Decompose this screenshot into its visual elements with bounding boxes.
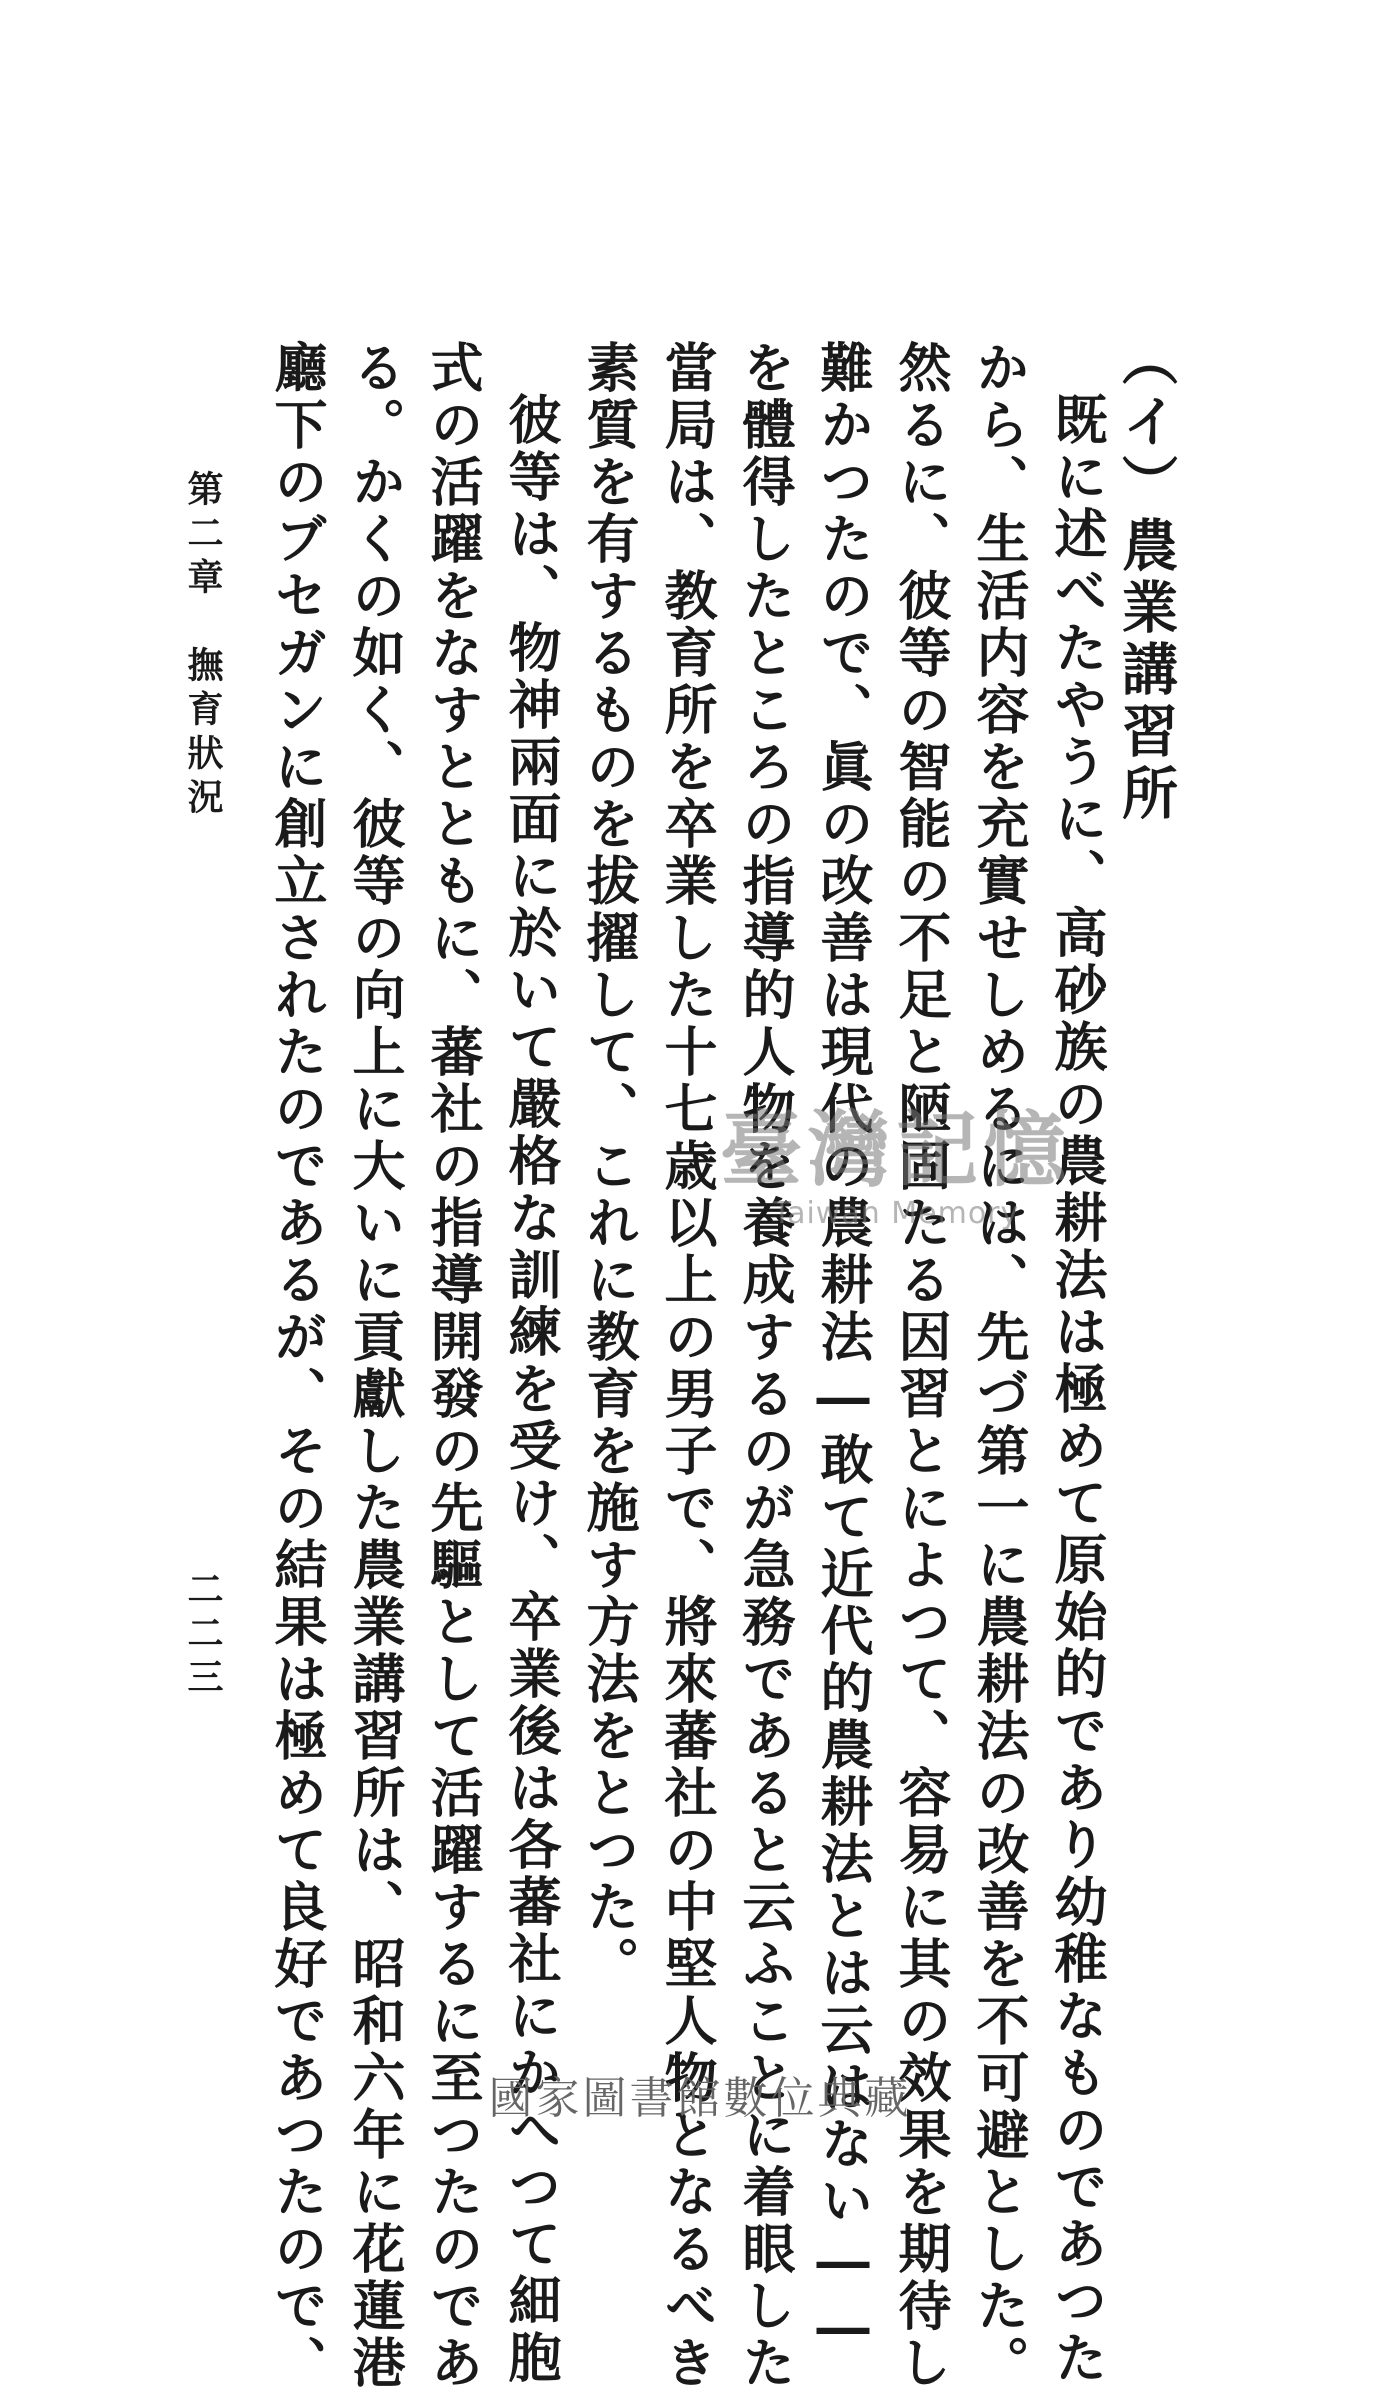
text-column-10: る。かくの如く、彼等の向上に大いに貢獻した農業講習所は、昭和六年に花蓮港 [344, 340, 406, 2392]
text-column-9: 式の活躍をなすとともに、蕃社の指導開發の先驅として活躍するに至つたのであ [422, 340, 484, 2392]
text-column-3: 然るに、彼等の智能の不足と陋固たる因習とによつて、容易に其の效果を期待し [890, 340, 952, 2392]
text-column-11: 廳下のブセガンに創立されたのであるが、その結果は極めて良好であつたので、 [266, 340, 328, 2392]
text-column-2: から、生活内容を充實せしめるには、先づ第一に農耕法の改善を不可避とした。 [968, 340, 1030, 2392]
section-heading: （イ）農業講習所 [1113, 330, 1179, 826]
watermark-sub-text: Taiwan Memory [772, 1196, 1020, 1231]
library-collection-mark: 國家圖書館數位典藏 [488, 2073, 912, 2124]
text-column-8: 彼等は、物神兩面に於いて嚴格な訓練を受け、卒業後は各蕃社にかへつて細胞 [500, 392, 562, 2387]
text-column-6: 當局は、教育所を卒業した十七歳以上の男子で、將來蕃社の中堅人物となるべき [656, 340, 718, 2392]
text-column-7: 素質を有するものを拔擢して、これに教育を施す方法をとつた。 [578, 340, 640, 1993]
text-column-4: 難かつたので、眞の改善は現代の農耕法―敢て近代的農耕法とは云はない―― [812, 340, 874, 2362]
page-number: 二二三 [182, 1570, 224, 1702]
chapter-footer: 第二章 撫育狀況 [182, 470, 224, 822]
watermark-main-text: 臺灣記憶 [720, 1103, 1073, 1198]
text-column-5: を體得したところの指導的人物を養成するのが急務であると云ふことに着眼した [734, 340, 796, 2392]
text-column-1: 既に述べたやうに、高砂族の農耕法は極めて原始的であり幼稚なものであつた [1046, 392, 1108, 2387]
